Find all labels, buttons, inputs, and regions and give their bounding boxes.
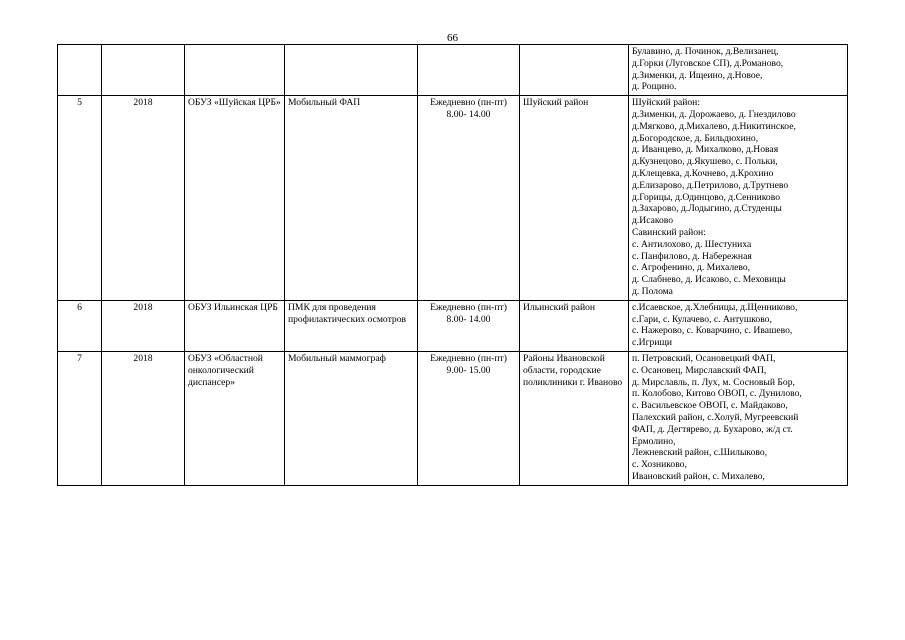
row-number-cell: 6 [58,300,102,351]
unit-type-cell: Мобильный маммограф [285,351,418,485]
schedule-cell [418,45,520,96]
service-area-line: д.Елизарово, д.Петрилово, д.Трутнево [632,179,789,191]
schedule-cell: Ежедневно (пн-пт) 8.00- 14.00 [418,300,520,351]
service-area-line: с.Игрищи [632,337,672,349]
district-cell [520,45,629,96]
schedule-cell: Ежедневно (пн-пт) 9.00- 15.00 [418,351,520,485]
unit-type-cell [285,45,418,96]
service-area-line: д.Горицы, д.Одинцово, д.Сенниково [632,191,780,203]
service-area-line: с. Хозниково, [632,459,687,471]
service-area-line: д.Захарово, д.Лодыгино, д.Студенцы [632,203,782,215]
service-area-cell [629,351,848,485]
district-cell: Ильинский район [520,300,629,351]
service-area-line: с. Осановец, Мирславский ФАП, [632,364,767,376]
service-area-line: с. Нажерово, с. Коварчино, с. Ивашево, [632,325,793,337]
service-area-line: с. Васильевское ОВОП, с. Майдаково, [632,400,788,412]
service-area-line: д. Рощино. [632,81,677,93]
service-area-line: с. Антилохово, д. Шестуниха [632,238,752,250]
service-area-line: д. Слабнево, д. Исаково, с. Меховицы [632,274,786,286]
schedule-cell: Ежедневно (пн-пт) 8.00- 14.00 [418,96,520,301]
row-number-cell: 7 [58,351,102,485]
organization-cell [185,45,285,96]
service-area-line: Шуйский район: [632,97,700,109]
service-area-line: д.Горки (Луговское СП), д.Романово, [632,57,784,69]
district-cell: Районы Ивановской области, городские поликлиники г. Иваново [520,351,629,485]
service-area-line: Палехский район, с.Холуй, Мугреевский [632,411,799,423]
row-number-cell [58,45,102,96]
service-area-line: с. Панфилово, д. Набережная [632,250,752,262]
organization-cell: ОБУЗ «Областной онкологический диспансер» [185,351,285,485]
service-area-line: Булавино, д. Починок, д.Велизанец, [632,46,779,57]
service-area-line: д. Полома [632,285,673,297]
year-cell: 2018 [102,300,185,351]
table-body [58,45,848,486]
service-area-line: с. Агрофенино, д. Михалево, [632,262,751,274]
facilities-table [57,44,848,486]
row-number-cell: 5 [58,96,102,301]
service-area-line: д. Иванцево, д. Михалково, д.Новая [632,144,779,156]
service-area-line: ФАП, д. Дегтярево, д. Бухарово, ж/д ст. [632,423,793,435]
service-area-line: д.Зименки, д. Ищеино, д.Новое, [632,69,763,81]
table-row [58,96,848,301]
unit-type-cell: ПМК для проведения профилактических осмотров [285,300,418,351]
table-row [58,300,848,351]
service-area-line: д.Клещевка, д.Кочнево, д.Крохино [632,167,774,179]
year-cell [102,45,185,96]
service-area-line: с.Исаевское, д.Хлебницы, д.Щенниково, [632,301,798,313]
service-area-cell [629,96,848,301]
service-area-line: д.Исаково [632,215,674,227]
year-cell: 2018 [102,351,185,485]
service-area-line: д.Богородское, д. Бильдюхино, [632,132,759,144]
service-area-cell [629,45,848,96]
service-area-line: Савинский район: [632,226,706,238]
service-area-line: д.Мягково, д.Михалево, д.Никитинское, [632,120,796,132]
service-area-line: Ивановский район, с. Михалево, [632,470,765,482]
service-area-line: д.Кузнецово, д.Якушево, с. Польки, [632,156,778,168]
organization-cell: ОБУЗ Ильинская ЦРБ [185,300,285,351]
table-row [58,351,848,485]
service-area-line: д. Мирславль, п. Лух, м. Сосновый Бор, [632,376,795,388]
service-area-line: д.Зименки, д. Дорожаево, д. Гнездилово [632,108,796,120]
service-area-line: п. Петровский, Осановецкий ФАП, [632,352,776,364]
unit-type-cell: Мобильный ФАП [285,96,418,301]
year-cell: 2018 [102,96,185,301]
service-area-cell [629,300,848,351]
service-area-line: Ермолино, [632,435,676,447]
organization-cell: ОБУЗ «Шуйская ЦРБ» [185,96,285,301]
page-number: 66 [447,32,458,44]
table-row [58,45,848,96]
service-area-line: Лежневский район, с.Шилыково, [632,447,768,459]
service-area-line: п. Колобово, Китово ОВОП, с. Дунилово, [632,388,802,400]
district-cell: Шуйский район [520,96,629,301]
service-area-line: с.Гари, с. Кулачево, с. Антушково, [632,313,772,325]
